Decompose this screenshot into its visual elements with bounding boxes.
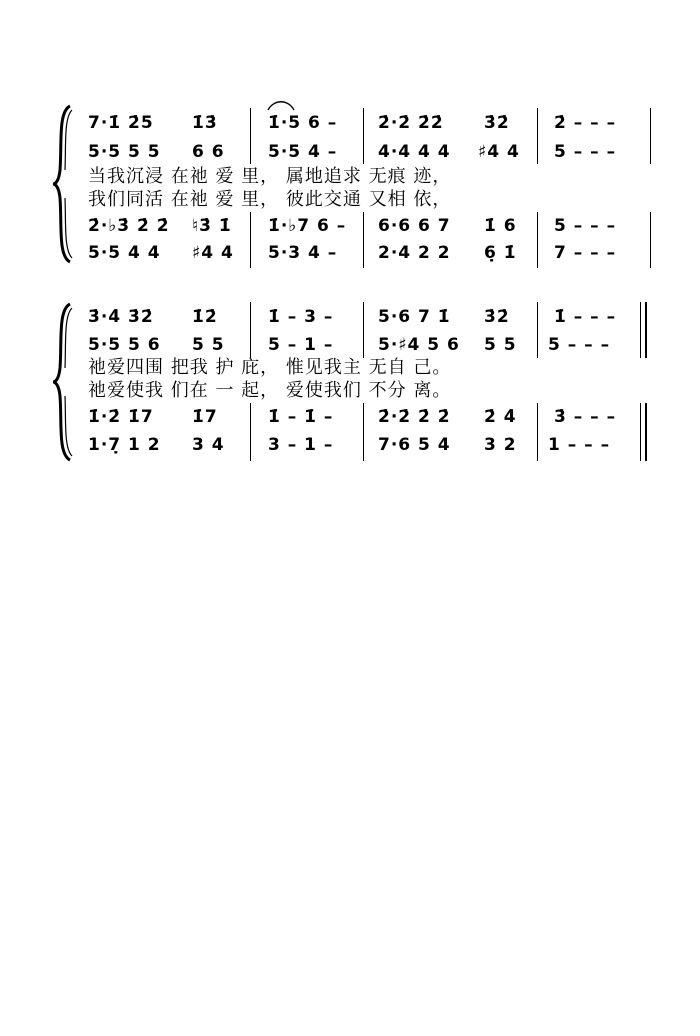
measure-beat: ♯4 4 [478, 142, 520, 162]
measure-beat: 2̇ 4̇ [484, 407, 517, 427]
measure-beat: 1̇ – – – [554, 307, 617, 327]
measure-beat: 5·3 4 – [268, 243, 338, 263]
measure-beat: 7·6 5 4 [378, 435, 451, 455]
final-barline-thin [640, 302, 641, 358]
measure-beat: ♮3̇ 1̇ [192, 216, 232, 236]
measure-beat: 1̇3̇ [192, 113, 218, 133]
measure-beat: 1 – – – [548, 435, 611, 455]
measure-beat: 1·7̣ 1 2 [88, 435, 161, 455]
final-barline-thick [645, 403, 647, 461]
barline [537, 403, 538, 461]
measure-beat: 5 – – – [548, 335, 611, 355]
measure-beat: 1̇ – 1̇ – [268, 407, 334, 427]
notation-row [0, 215, 700, 237]
lyric-line-1: 祂爱四围 把我 护 庇， 惟见我主 无自 己。 [88, 357, 452, 378]
barline [250, 108, 251, 164]
barline [363, 302, 364, 358]
notation-row [0, 141, 700, 163]
measure-beat: 1̇·2̇ 1̇7 [88, 407, 154, 427]
measure-beat: 4·4 4 4 [378, 142, 451, 162]
measure-beat: 6·6 6 7 [378, 216, 451, 236]
measure-beat: 3̇ – – – [554, 407, 617, 427]
barline [537, 212, 538, 268]
measure-beat: 3 4 [192, 435, 225, 455]
measure-beat: 5 – – – [554, 216, 617, 236]
measure-beat: 1̇7 [192, 407, 218, 427]
measure-beat: 5·5 5 6 [88, 335, 161, 355]
barline [363, 108, 364, 164]
measure-beat: 2̇·♭3̇ 2̇ 2̇ [88, 216, 170, 236]
measure-beat: 3̇·4̇ 3̇2̇ [88, 307, 154, 327]
lyric-line-1: 当我沉浸 在祂 爱 里， 属地追求 无痕 迹， [88, 166, 452, 187]
notation-row [0, 406, 700, 428]
barline [250, 212, 251, 268]
notation-row [0, 242, 700, 264]
measure-beat: 1̇ – 3 – [268, 307, 334, 327]
final-barline-thick [645, 302, 647, 358]
lyric-line-2: 祂爱使我 们在 一 起， 爱使我们 不分 离。 [88, 380, 452, 401]
measure-beat: 5 5 [484, 335, 517, 355]
notation-row [0, 306, 700, 328]
measure-beat: 5 – – – [554, 142, 617, 162]
measure-beat: 6 6 [192, 142, 225, 162]
measure-beat: 7·1̇ 2̇5 [88, 113, 154, 133]
measure-beat: 5·5 5 5 [88, 142, 161, 162]
barline [363, 212, 364, 268]
measure-beat: 3 – 1 – [268, 435, 334, 455]
measure-beat: 3 2 [484, 435, 517, 455]
barline [250, 403, 251, 461]
measure-beat: 2̇ – – – [554, 113, 617, 133]
measure-beat: 3̇2̇ [484, 113, 510, 133]
tie-arc [266, 98, 296, 112]
notation-row [0, 334, 700, 356]
measure-beat: 1̇·♭7 6 – [268, 216, 347, 236]
measure-beat: ♯4 4 [192, 243, 234, 263]
measure-beat: 2·4 2 2 [378, 243, 451, 263]
final-barline-thin [640, 403, 641, 461]
measure-beat: 5·6 7 1̇ [378, 307, 451, 327]
barline [537, 302, 538, 358]
measure-beat: 5·5 4 4 [88, 243, 161, 263]
measure-beat: 5 5 [192, 335, 225, 355]
measure-beat: 6̣ 1̇ [484, 243, 517, 263]
notation-row [0, 434, 700, 456]
measure-beat: 5·♯4 5 6 [378, 335, 460, 355]
measure-beat: 5 – 1 – [268, 335, 334, 355]
measure-beat: 1̇·5 6 – [268, 113, 338, 133]
barline [537, 108, 538, 164]
lyric-line-2: 我们同活 在祂 爱 里， 彼此交通 又相 依， [88, 189, 452, 210]
measure-beat: 3̇2̇ [484, 307, 510, 327]
measure-beat: 2̇·2̇ 2̇2̇ [378, 113, 444, 133]
barline [250, 302, 251, 358]
measure-beat: 7 – – – [554, 243, 617, 263]
barline [650, 108, 651, 164]
measure-beat: 1̇ 6 [484, 216, 517, 236]
barline [363, 403, 364, 461]
measure-beat: 2̇·2̇ 2̇ 2̇ [378, 407, 451, 427]
measure-beat: 1̇2̇ [192, 307, 218, 327]
barline [650, 212, 651, 268]
notation-row [0, 112, 700, 134]
measure-beat: 5·5 4 – [268, 142, 338, 162]
